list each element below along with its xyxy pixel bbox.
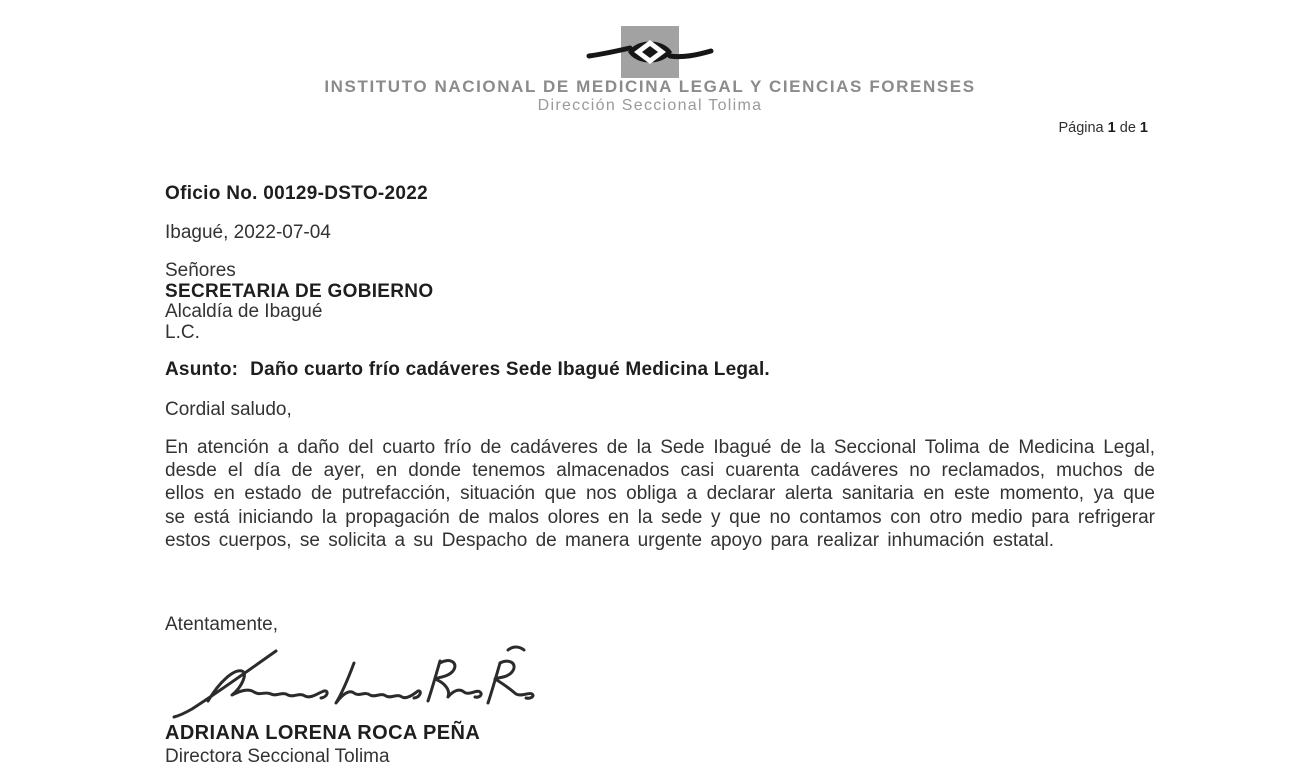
- oficio-reference: Oficio No. 00129-DSTO-2022: [165, 183, 428, 204]
- subject-text: Daño cuarto frío cadáveres Sede Ibagué Medicina Legal.: [250, 359, 770, 380]
- subject-line: [165, 359, 1155, 381]
- page-number: [1058, 120, 1148, 136]
- recipient-location: L.C.: [165, 321, 200, 343]
- subject-label: Asunto:: [165, 359, 239, 380]
- page-number-of: de: [1119, 120, 1136, 136]
- recipient-entity: SECRETARIA DE GOBIERNO: [165, 280, 434, 302]
- page-number-label: Página: [1058, 120, 1104, 136]
- page-number-current: 1: [1107, 120, 1116, 136]
- institute-name: INSTITUTO NACIONAL DE MEDICINA LEGAL Y CIENCIAS FORENSES: [324, 77, 976, 96]
- page-number-total: 1: [1139, 120, 1148, 136]
- place-and-date: Ibagué, 2022-07-04: [165, 222, 331, 243]
- handwritten-signature: [168, 641, 548, 726]
- medicina-legal-eye-logo-icon: [585, 22, 715, 84]
- recipient-organization: Alcaldía de Ibagué: [165, 301, 323, 322]
- institute-division: Dirección Seccional Tolima: [537, 97, 763, 114]
- recipient-salutation: Señores: [165, 260, 236, 281]
- recipient-block: [165, 261, 1155, 343]
- signature-ink-icon: [168, 641, 548, 726]
- greeting: Cordial saludo,: [165, 399, 292, 420]
- signer-title: Directora Seccional Tolima: [165, 746, 390, 767]
- signer-name: ADRIANA LORENA ROCA PEÑA: [165, 722, 481, 744]
- closing: Atentamente,: [165, 614, 279, 635]
- institute-logo: [585, 22, 715, 84]
- letter-body: En atención a daño del cuarto frío de cadáveres de la Sede Ibagué de la Seccional Tolima de Medicina Legal, desde el día de ayer, en donde tenemos almacenados casi cuarenta cadáveres no reclamados, muchos de ellos en estado de putrefacción, situación que nos obliga a declarar alerta sanitaria en este momento, ya que se está iniciando la propagación de malos olores en la sede y que no contamos con otro medio para refrigerar estos cuerpos, se solicita a su Despacho de manera urgente apoyo para realizar inhumación estatal.: [165, 437, 1155, 551]
